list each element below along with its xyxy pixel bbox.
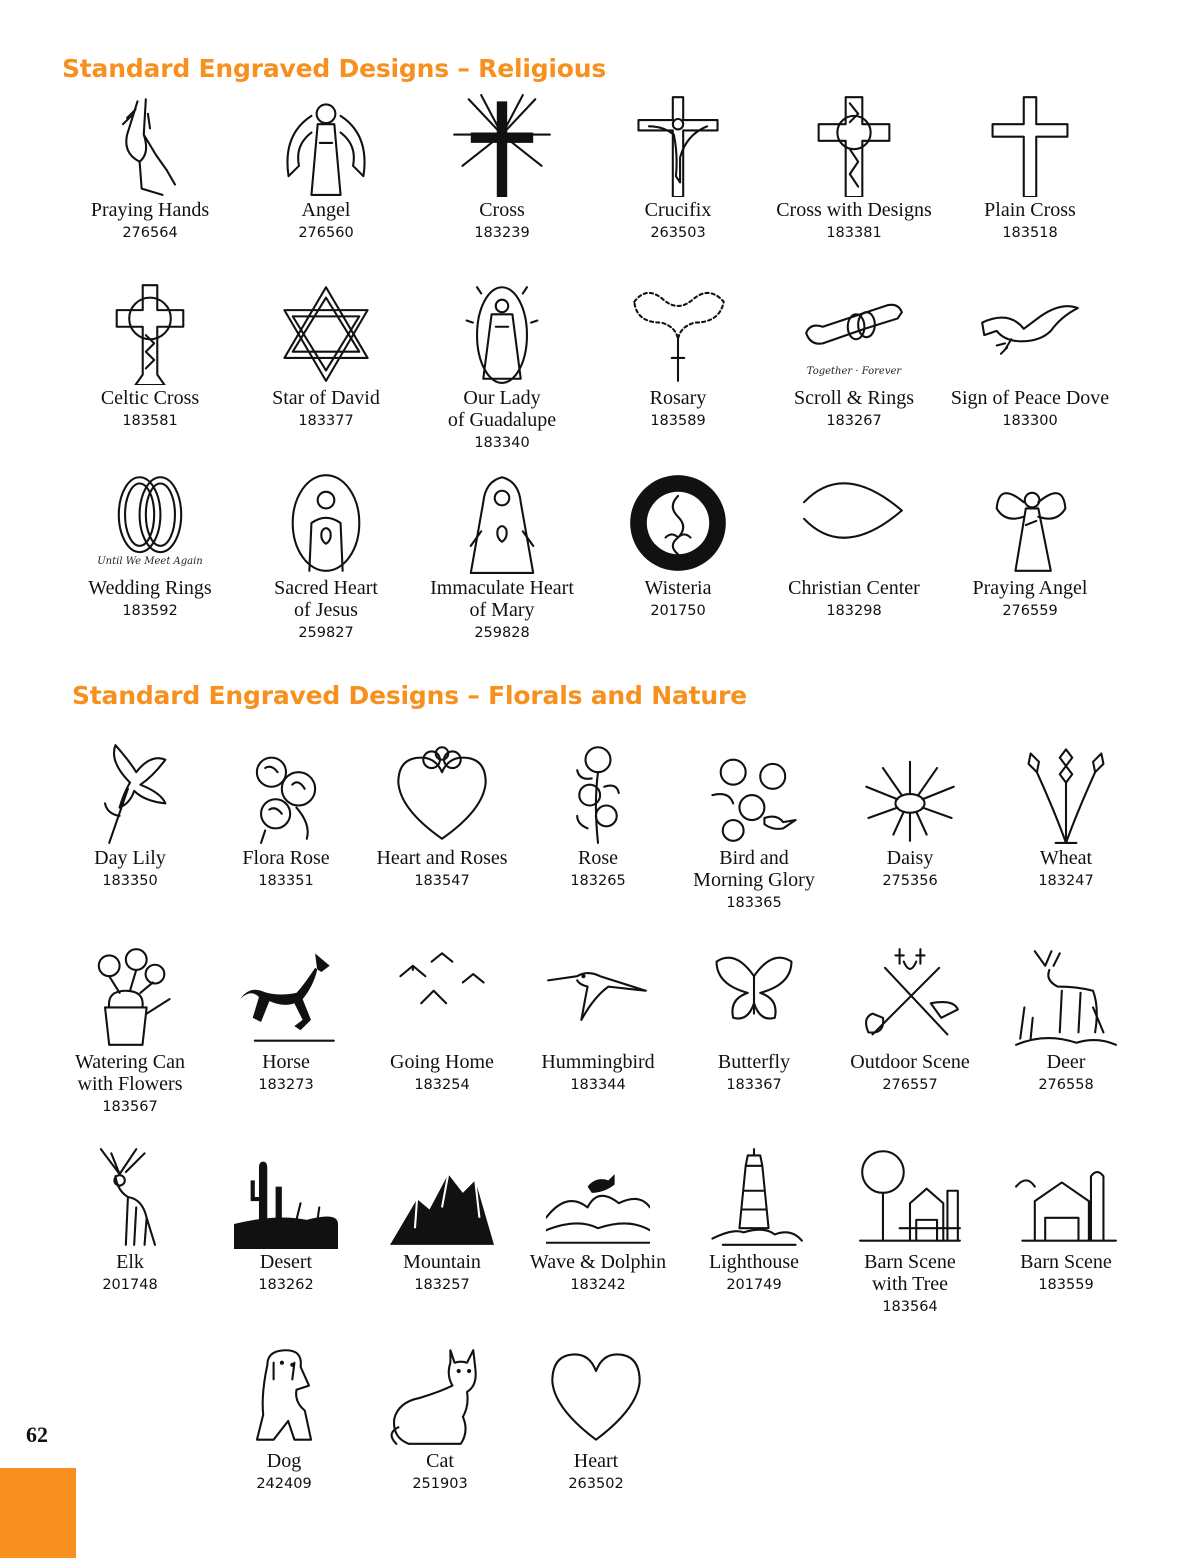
design-item (976, 740, 1156, 890)
design-name: Elk (116, 1251, 144, 1273)
design-code: 183351 (258, 873, 314, 889)
design-code: 183367 (726, 1077, 782, 1093)
hummingbird-icon (508, 944, 688, 1049)
design-name: Bird and Morning Glory (693, 847, 815, 891)
ichthys-fish-icon (764, 470, 944, 575)
design-code: 276557 (882, 1077, 938, 1093)
barn-tree-icon (820, 1144, 1000, 1249)
design-name: Wedding Rings (88, 577, 212, 599)
day-lily-icon (40, 740, 220, 845)
design-name: Watering Can with Flowers (74, 1051, 186, 1095)
design-name: Hummingbird (541, 1051, 655, 1073)
design-code: 183242 (570, 1277, 626, 1293)
page-corner-tab (0, 1468, 76, 1558)
design-name: Heart (573, 1450, 619, 1472)
design-code: 183254 (414, 1077, 470, 1093)
design-name: Our Lady of Guadalupe (447, 387, 557, 431)
design-code: 183589 (650, 413, 706, 429)
design-item (194, 1343, 374, 1493)
mountain-icon (352, 1144, 532, 1249)
design-item (412, 92, 592, 242)
design-name: Dog (266, 1450, 302, 1472)
design-code: 276564 (122, 225, 178, 241)
design-name: Sign of Peace Dove (950, 387, 1110, 409)
wheat-icon (976, 740, 1156, 845)
florals-section-title: Standard Engraved Designs – Florals and Nature (72, 681, 747, 710)
design-item (236, 470, 416, 642)
design-item (60, 280, 240, 430)
design-item (40, 1144, 220, 1294)
heart-icon (506, 1343, 686, 1448)
praying-hands-icon (60, 92, 240, 197)
design-code: 259828 (474, 625, 530, 641)
design-item (236, 92, 416, 242)
design-code: 201749 (726, 1277, 782, 1293)
design-code: 242409 (256, 1476, 312, 1492)
dove-icon (940, 280, 1120, 385)
design-name: Butterfly (717, 1051, 791, 1073)
design-code: 183298 (826, 603, 882, 619)
design-item (196, 944, 376, 1094)
plain-cross-icon (940, 92, 1120, 197)
design-code: 183592 (122, 603, 178, 619)
bird-morning-glory-icon (664, 740, 844, 845)
design-item (412, 470, 592, 642)
watering-can-icon (40, 944, 220, 1049)
design-item (350, 1343, 530, 1493)
rose-icon (508, 740, 688, 845)
design-code: 183381 (826, 225, 882, 241)
design-item (664, 740, 844, 912)
star-of-david-icon (236, 280, 416, 385)
design-code: 183567 (102, 1099, 158, 1115)
design-name: Immaculate Heart of Mary (430, 577, 574, 621)
design-item (764, 470, 944, 620)
design-item (976, 1144, 1156, 1294)
design-name: Wisteria (644, 577, 712, 599)
design-name: Sacred Heart of Jesus (274, 577, 378, 621)
dog-icon (194, 1343, 374, 1448)
design-code: 183267 (826, 413, 882, 429)
design-item (588, 92, 768, 242)
design-item (40, 944, 220, 1116)
design-code: 183559 (1038, 1277, 1094, 1293)
geese-icon (352, 944, 532, 1049)
design-item (508, 740, 688, 890)
design-name: Day Lily (94, 847, 166, 869)
design-name: Rosary (649, 387, 707, 409)
design-name: Star of David (272, 387, 380, 409)
design-code: 251903 (412, 1476, 468, 1492)
design-item (352, 1144, 532, 1294)
design-item (588, 280, 768, 430)
design-item (60, 470, 240, 620)
cat-icon (350, 1343, 530, 1448)
design-name: Daisy (886, 847, 934, 869)
design-code: 183377 (298, 413, 354, 429)
design-name: Praying Hands (90, 199, 210, 221)
design-code: 183518 (1002, 225, 1058, 241)
design-item (506, 1343, 686, 1493)
lighthouse-icon (664, 1144, 844, 1249)
design-code: 183564 (882, 1299, 938, 1315)
sacred-heart-icon (236, 470, 416, 575)
design-name: Horse (262, 1051, 310, 1073)
design-name: Deer (1046, 1051, 1086, 1073)
design-name: Plain Cross (984, 199, 1076, 221)
design-item (412, 280, 592, 452)
design-code: 183265 (570, 873, 626, 889)
page-number: 62 (26, 1422, 48, 1447)
design-item (40, 740, 220, 890)
design-name: Cross (479, 199, 525, 221)
design-code: 183344 (570, 1077, 626, 1093)
design-code: 183581 (122, 413, 178, 429)
butterfly-icon (664, 944, 844, 1049)
crucifix-icon (588, 92, 768, 197)
design-item (352, 944, 532, 1094)
design-name: Rose (578, 847, 618, 869)
design-item (508, 944, 688, 1094)
wave-dolphin-icon (508, 1144, 688, 1249)
design-item (976, 944, 1156, 1094)
art-inscription: Until We Meet Again (97, 556, 203, 567)
design-code: 259827 (298, 625, 354, 641)
wisteria-icon (588, 470, 768, 575)
design-name: Scroll & Rings (793, 387, 914, 409)
design-code: 276559 (1002, 603, 1058, 619)
design-code: 183257 (414, 1277, 470, 1293)
design-name: Desert (259, 1251, 313, 1273)
art-inscription: Together · Forever (806, 366, 902, 377)
design-item (664, 944, 844, 1094)
our-lady-icon (412, 280, 592, 385)
design-item (236, 280, 416, 430)
deer-icon (976, 944, 1156, 1049)
celtic-cross-icon (60, 280, 240, 385)
design-name: Mountain (403, 1251, 481, 1273)
design-item (764, 280, 944, 430)
design-code: 183340 (474, 435, 530, 451)
rosary-icon (588, 280, 768, 385)
design-name: Wheat (1039, 847, 1093, 869)
design-item (664, 1144, 844, 1294)
design-name: Barn Scene (1020, 1251, 1112, 1273)
design-item (352, 740, 532, 890)
design-name: Cat (426, 1450, 454, 1472)
design-name: Celtic Cross (100, 387, 200, 409)
design-code: 183262 (258, 1277, 314, 1293)
praying-angel-icon (940, 470, 1120, 575)
design-code: 183547 (414, 873, 470, 889)
daisy-icon (820, 740, 1000, 845)
design-code: 276560 (298, 225, 354, 241)
design-name: Crucifix (644, 199, 712, 221)
design-code: 183300 (1002, 413, 1058, 429)
design-name: Flora Rose (242, 847, 330, 869)
design-item (820, 1144, 1000, 1316)
design-code: 183273 (258, 1077, 314, 1093)
design-item (940, 470, 1120, 620)
design-code: 263502 (568, 1476, 624, 1492)
design-name: Barn Scene with Tree (864, 1251, 956, 1295)
angel-icon (236, 92, 416, 197)
design-item (820, 740, 1000, 890)
design-code: 275356 (882, 873, 938, 889)
design-name: Outdoor Scene (850, 1051, 970, 1073)
design-name: Lighthouse (709, 1251, 799, 1273)
heart-roses-icon (352, 740, 532, 845)
design-code: 276558 (1038, 1077, 1094, 1093)
design-item (940, 92, 1120, 242)
design-item (940, 280, 1120, 430)
outdoor-scene-icon (820, 944, 1000, 1049)
elk-icon (40, 1144, 220, 1249)
design-item (820, 944, 1000, 1094)
design-code: 263503 (650, 225, 706, 241)
design-item (588, 470, 768, 620)
design-item (60, 92, 240, 242)
radiant-cross-icon (412, 92, 592, 197)
design-name: Heart and Roses (376, 847, 508, 869)
design-name: Wave & Dolphin (529, 1251, 667, 1273)
desert-icon (196, 1144, 376, 1249)
design-code: 183239 (474, 225, 530, 241)
design-name: Going Home (390, 1051, 494, 1073)
design-item (764, 92, 944, 242)
ornate-cross-icon (764, 92, 944, 197)
design-code: 201748 (102, 1277, 158, 1293)
religious-section-title: Standard Engraved Designs – Religious (62, 54, 607, 83)
design-item (508, 1144, 688, 1294)
design-item (196, 740, 376, 890)
design-code: 183365 (726, 895, 782, 911)
design-name: Angel (301, 199, 351, 221)
design-name: Cross with Designs (776, 199, 932, 221)
design-code: 183247 (1038, 873, 1094, 889)
design-code: 183350 (102, 873, 158, 889)
horse-icon (196, 944, 376, 1049)
design-name: Christian Center (788, 577, 920, 599)
immaculate-heart-icon (412, 470, 592, 575)
flora-rose-icon (196, 740, 376, 845)
design-code: 201750 (650, 603, 706, 619)
design-item (196, 1144, 376, 1294)
design-name: Praying Angel (972, 577, 1088, 599)
barn-icon (976, 1144, 1156, 1249)
